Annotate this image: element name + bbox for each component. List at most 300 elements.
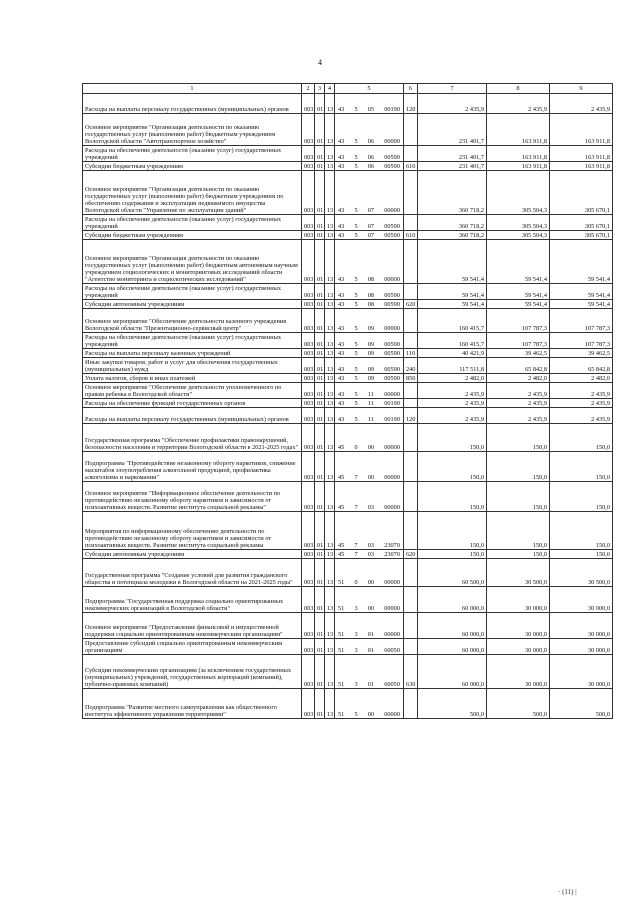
amount-2022: 59 541,4 [487,240,550,284]
amount-2021: 60 000,0 [418,587,487,613]
amount-2022: 2 482,0 [487,374,550,383]
code-gr: 003 [302,300,315,309]
table-row [83,655,613,689]
code-csr [335,587,404,613]
table-row [83,94,613,114]
amount-2021: 60 000,0 [418,613,487,639]
code-vr [404,424,418,452]
code-rz: 01 [315,482,325,512]
row-name: Расходы на выплаты персоналу казенных учреждений [83,349,302,358]
amount-2021: 2 435,9 [418,399,487,408]
table-row [83,559,613,587]
code-gr: 003 [302,146,315,162]
code-csr-part: 5 [354,324,358,332]
code-vr [404,171,418,215]
amount-2023: 2 435,9 [550,94,613,114]
table-header-row [83,84,613,94]
code-csr [335,613,404,639]
code-csr-parts [335,542,403,549]
amount-2022: 163 911,8 [487,146,550,162]
code-rz: 01 [315,383,325,399]
amount-2023: 65 842,8 [550,358,613,374]
code-csr-part: 07 [367,231,375,239]
code-gr: 003 [302,424,315,452]
amount-2023: 163 911,8 [550,162,613,171]
code-gr: 003 [302,559,315,587]
code-csr [335,452,404,482]
code-csr-part: 5 [354,222,358,230]
code-gr: 003 [302,383,315,399]
code-csr-part: 51 [338,646,345,654]
code-csr-part: 00190 [384,399,400,407]
code-pr: 13 [325,550,335,559]
code-csr-part: 03 [367,503,375,511]
code-csr-part: 00590 [384,300,400,308]
code-csr-parts [335,341,403,348]
amount-2021: 160 415,7 [418,333,487,349]
table-row [83,231,613,240]
code-csr-part: 06 [367,137,375,145]
code-csr [335,383,404,399]
code-vr [404,512,418,550]
code-csr-parts [335,138,403,145]
code-csr [335,512,404,550]
amount-2023: 163 911,8 [550,114,613,146]
code-csr [335,550,404,559]
code-vr [404,114,418,146]
code-rz: 01 [315,300,325,309]
code-rz: 01 [315,309,325,333]
code-csr-parts [335,631,403,638]
code-csr-part: 43 [338,390,345,398]
code-csr-part: 43 [338,399,345,407]
code-pr: 13 [325,383,335,399]
code-csr [335,482,404,512]
code-vr [404,333,418,349]
amount-2023: 150,0 [550,452,613,482]
column-header: 6 [404,84,418,94]
row-name: Основное мероприятие "Обеспечение деятельности казенного учреждения Вологодской области "Презентационно-сервисный центр" [83,309,302,333]
amount-2021: 231 401,7 [418,162,487,171]
code-csr-part: 00000 [384,390,400,398]
row-name: Основное мероприятие "Предоставление финансовой и имущественной поддержки социально ориентированным некоммерческим организациям" [83,613,302,639]
row-name: Мероприятия по информационному обеспечению деятельности по противодействию незаконному обороту наркотиков и зависимости от психоактивных веществ. Развитие института социальной рекламы [83,512,302,550]
code-csr-part: 09 [367,374,375,382]
code-vr: 110 [404,349,418,358]
amount-2023: 59 541,4 [550,300,613,309]
table-row [83,300,613,309]
table-row [83,171,613,215]
amount-2022: 2 435,9 [487,399,550,408]
row-name: Расходы на обеспечение функций государственных органов [83,399,302,408]
code-rz: 01 [315,550,325,559]
code-csr-parts [335,416,403,423]
code-gr: 003 [302,689,315,719]
code-pr: 13 [325,231,335,240]
amount-2022: 59 541,4 [487,300,550,309]
code-csr-parts [335,711,403,718]
row-name: Основное мероприятие "Организация деятельности по оказанию государственных услуг (выполнению работ) бюджетным учреждением по обеспечению содержания и эксплуатации недвижимого имущества Вологодской области "Управление по эксплуатации зданий" [83,171,302,215]
code-vr [404,399,418,408]
code-csr-part: 43 [338,349,345,357]
code-csr-part: 43 [338,162,345,170]
code-csr-part: 43 [338,105,345,113]
code-csr [335,374,404,383]
code-csr-part: 00590 [384,374,400,382]
code-csr-part: 03 [367,550,375,558]
code-csr-part: 06 [367,162,375,170]
table-row [83,333,613,349]
code-csr-parts [335,474,403,481]
code-csr-part: 07 [367,222,375,230]
code-rz: 01 [315,374,325,383]
amount-2023: 30 500,0 [550,559,613,587]
table-row [83,146,613,162]
code-csr-part: 00000 [384,503,400,511]
code-csr-parts [335,681,403,688]
code-csr [335,639,404,655]
amount-2023: 107 787,3 [550,309,613,333]
code-csr-parts [335,444,403,451]
row-name: Субсидии автономным учреждениям [83,550,302,559]
code-csr-part: 45 [338,503,345,511]
code-csr-part: 0 [354,578,358,586]
code-gr: 003 [302,162,315,171]
row-name: Подпрограмма "Государственная поддержка социально ориентированных некоммерческих организаций в Вологодской области" [83,587,302,613]
code-rz: 01 [315,349,325,358]
code-vr: 120 [404,408,418,424]
amount-2023: 2 435,9 [550,383,613,399]
amount-2021: 40 421,9 [418,349,487,358]
code-rz: 01 [315,512,325,550]
code-csr-part: 00 [367,604,375,612]
code-pr: 13 [325,94,335,114]
amount-2023: 163 911,8 [550,146,613,162]
code-csr-part: 51 [338,578,345,586]
code-vr [404,452,418,482]
code-pr: 13 [325,284,335,300]
page-number: 4 [318,58,322,67]
code-vr [404,146,418,162]
amount-2022: 163 911,8 [487,162,550,171]
code-pr: 13 [325,587,335,613]
table-row [83,482,613,512]
code-rz: 01 [315,613,325,639]
code-csr-part: 5 [354,390,358,398]
code-vr [404,284,418,300]
column-header: 2 [302,84,315,94]
amount-2021: 231 401,7 [418,114,487,146]
amount-2022: 2 435,9 [487,408,550,424]
code-csr-parts [335,375,403,382]
amount-2022: 30 000,0 [487,613,550,639]
code-csr-part: 00 [367,578,375,586]
code-csr-part: 43 [338,275,345,283]
code-csr-parts [335,207,403,214]
footer-mark: · (11) | [558,888,577,896]
code-csr [335,408,404,424]
amount-2022: 2 435,9 [487,94,550,114]
code-csr-part: 5 [354,105,358,113]
code-csr-part: 00000 [384,324,400,332]
code-csr-part: 7 [354,541,358,549]
table-row [83,358,613,374]
table-row [83,399,613,408]
code-vr [404,383,418,399]
code-rz: 01 [315,94,325,114]
code-csr-parts [335,504,403,511]
code-vr [404,559,418,587]
code-pr: 13 [325,309,335,333]
code-pr: 13 [325,559,335,587]
code-csr-part: 03 [367,541,375,549]
column-header: 8 [487,84,550,94]
code-csr-part: 00000 [384,604,400,612]
code-csr [335,162,404,171]
code-pr: 13 [325,639,335,655]
code-csr [335,333,404,349]
code-csr-part: 00590 [384,231,400,239]
code-gr: 003 [302,550,315,559]
code-csr-part: 23070 [384,541,400,549]
code-vr [404,689,418,719]
code-csr-part: 43 [338,222,345,230]
code-csr-part: 3 [354,680,358,688]
code-vr: 630 [404,655,418,689]
code-csr [335,240,404,284]
code-pr: 13 [325,408,335,424]
code-pr: 13 [325,613,335,639]
code-gr: 003 [302,639,315,655]
row-name: Иные закупки товаров, работ и услуг для обеспечения государственных (муниципальных) нужд [83,358,302,374]
code-pr: 13 [325,482,335,512]
code-csr-part: 7 [354,473,358,481]
code-csr-part: 00590 [384,340,400,348]
amount-2022: 305 504,3 [487,231,550,240]
amount-2023: 30 000,0 [550,655,613,689]
code-csr-part: 00000 [384,275,400,283]
code-csr [335,94,404,114]
code-gr: 003 [302,358,315,374]
code-csr-part: 00590 [384,222,400,230]
amount-2023: 150,0 [550,424,613,452]
code-rz: 01 [315,587,325,613]
table-row [83,639,613,655]
column-header: 5 [335,84,404,94]
table-row [83,689,613,719]
table-row [83,309,613,333]
table-row [83,284,613,300]
amount-2021: 60 000,0 [418,655,487,689]
code-csr-part: 00000 [384,578,400,586]
row-name: Расходы на выплаты персоналу государственных (муниципальных) органов [83,408,302,424]
row-name: Субсидии бюджетным учреждениям [83,162,302,171]
code-csr-parts [335,232,403,239]
code-rz: 01 [315,424,325,452]
row-name: Основное мероприятие "Обеспечение деятельности уполномоченного по правам ребенка в Вологодской области" [83,383,302,399]
code-gr: 003 [302,309,315,333]
code-rz: 01 [315,452,325,482]
code-rz: 01 [315,333,325,349]
code-gr: 003 [302,512,315,550]
code-csr-part: 00590 [384,162,400,170]
code-csr [335,215,404,231]
code-csr-parts [335,579,403,586]
code-csr-part: 43 [338,365,345,373]
code-pr: 13 [325,300,335,309]
amount-2021: 2 482,0 [418,374,487,383]
column-header: 1 [83,84,302,94]
code-csr-part: 43 [338,231,345,239]
code-vr [404,215,418,231]
code-pr: 13 [325,146,335,162]
code-vr [404,309,418,333]
code-csr-parts [335,276,403,283]
amount-2021: 150,0 [418,424,487,452]
code-pr: 13 [325,374,335,383]
amount-2021: 150,0 [418,512,487,550]
code-csr-part: 5 [354,365,358,373]
code-csr-part: 5 [354,137,358,145]
code-csr-parts [335,154,403,161]
code-pr: 13 [325,358,335,374]
row-name: Основное мероприятие "Информационное обеспечение деятельности по противодействию незаконному обороту наркотиков и зависимости от психоактивных веществ. Развитие института социальной рекламы" [83,482,302,512]
row-name: Расходы на обеспечение деятельности (оказание услуг) государственных учреждений [83,333,302,349]
amount-2023: 59 541,4 [550,284,613,300]
code-csr-parts [335,366,403,373]
code-rz: 01 [315,240,325,284]
amount-2021: 2 435,9 [418,94,487,114]
code-csr-part: 7 [354,550,358,558]
code-csr-parts [335,292,403,299]
code-gr: 003 [302,114,315,146]
amount-2023: 2 482,0 [550,374,613,383]
code-gr: 003 [302,408,315,424]
code-gr: 003 [302,399,315,408]
code-csr-part: 00000 [384,473,400,481]
code-csr-parts [335,391,403,398]
row-name: Расходы на обеспечение деятельности (оказание услуг) государственных учреждений [83,215,302,231]
code-csr-part: 43 [338,340,345,348]
code-rz: 01 [315,171,325,215]
amount-2022: 30 000,0 [487,639,550,655]
code-csr-part: 01 [367,646,375,654]
code-csr-part: 00590 [384,349,400,357]
code-csr-parts [335,350,403,357]
code-gr: 003 [302,94,315,114]
code-csr [335,300,404,309]
row-name: Расходы на обеспечение деятельности (оказание услуг) государственных учреждений [83,146,302,162]
code-vr: 850 [404,374,418,383]
code-csr-part: 01 [367,630,375,638]
amount-2021: 2 435,9 [418,383,487,399]
amount-2022: 305 504,3 [487,171,550,215]
code-csr-part: 45 [338,443,345,451]
table-row [83,452,613,482]
code-pr: 13 [325,399,335,408]
code-rz: 01 [315,114,325,146]
code-csr-part: 23070 [384,550,400,558]
code-vr [404,482,418,512]
code-csr-part: 5 [354,275,358,283]
table-row [83,408,613,424]
column-header: 3 [315,84,325,94]
code-csr-parts [335,325,403,332]
code-csr-part: 00000 [384,630,400,638]
code-csr-part: 5 [354,162,358,170]
code-csr-part: 09 [367,349,375,357]
amount-2021: 2 435,9 [418,408,487,424]
code-vr: 120 [404,94,418,114]
code-gr: 003 [302,240,315,284]
code-pr: 13 [325,333,335,349]
code-csr-part: 51 [338,680,345,688]
code-pr: 13 [325,349,335,358]
column-header: 9 [550,84,613,94]
table-row [83,383,613,399]
code-csr-part: 5 [354,231,358,239]
code-csr-part: 08 [367,300,375,308]
amount-2023: 2 435,9 [550,408,613,424]
amount-2023: 30 000,0 [550,613,613,639]
code-pr: 13 [325,452,335,482]
code-csr-part: 08 [367,275,375,283]
amount-2021: 500,0 [418,689,487,719]
code-gr: 003 [302,231,315,240]
code-csr-part: 45 [338,541,345,549]
code-csr-part: 3 [354,604,358,612]
code-csr-part: 00000 [384,443,400,451]
row-name: Уплата налогов, сборов и иных платежей [83,374,302,383]
code-csr-parts [335,163,403,170]
row-name: Государственная программа "Обеспечение профилактики правонарушений, безопасности населения и территории Вологодской области в 2021-2025 годах" [83,424,302,452]
row-name: Расходы на выплаты персоналу государственных (муниципальных) органов [83,94,302,114]
code-csr [335,284,404,300]
code-csr-parts [335,647,403,654]
code-rz: 01 [315,215,325,231]
code-pr: 13 [325,171,335,215]
code-csr-part: 45 [338,550,345,558]
table-row [83,587,613,613]
code-rz: 01 [315,655,325,689]
amount-2021: 60 000,0 [418,639,487,655]
amount-2022: 150,0 [487,424,550,452]
code-vr [404,613,418,639]
table-row [83,512,613,550]
code-csr [335,655,404,689]
code-csr-part: 11 [367,415,374,423]
code-vr: 240 [404,358,418,374]
amount-2022: 107 787,3 [487,309,550,333]
amount-2022: 150,0 [487,512,550,550]
code-csr [335,171,404,215]
amount-2021: 231 401,7 [418,146,487,162]
code-rz: 01 [315,689,325,719]
code-pr: 13 [325,240,335,284]
table-row [83,374,613,383]
amount-2022: 59 541,4 [487,284,550,300]
amount-2021: 59 541,4 [418,284,487,300]
code-csr-parts [335,605,403,612]
code-csr-part: 43 [338,300,345,308]
code-pr: 13 [325,512,335,550]
amount-2023: 30 000,0 [550,587,613,613]
code-vr [404,639,418,655]
table-row [83,240,613,284]
code-rz: 01 [315,639,325,655]
code-csr [335,231,404,240]
row-name: Государственная программа "Создание условий для развития гражданского общества и потенциала молодежи в Вологодской области на 2021-2025 годы" [83,559,302,587]
